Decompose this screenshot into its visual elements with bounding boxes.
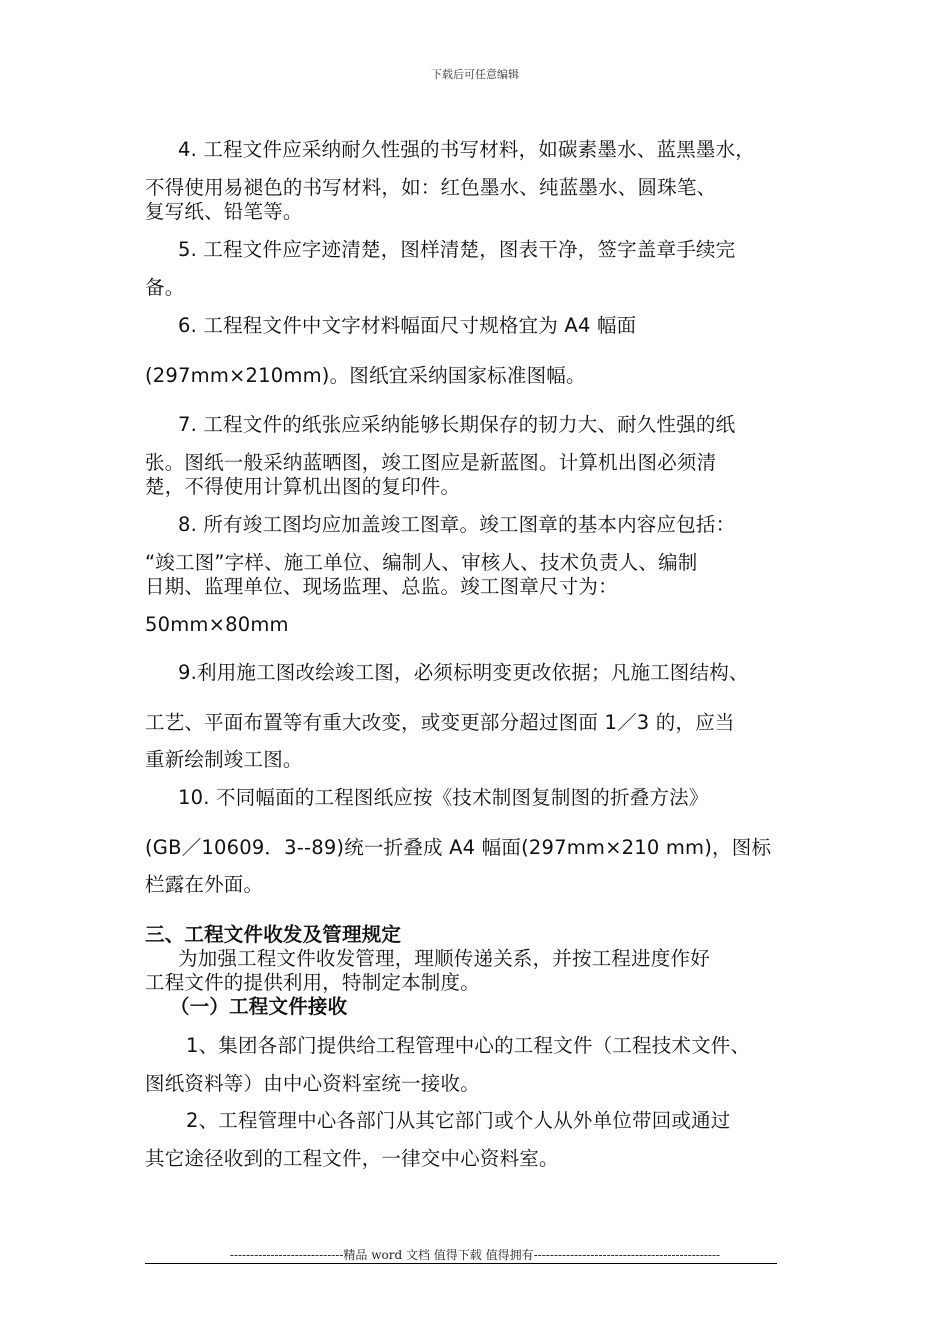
para-8-line-3: 日期、监理单位、现场监理、总监。竣工图章尺寸为： (145, 575, 618, 598)
para-8-line-1: 8. 所有竣工图均应加盖竣工图章。竣工图章的基本内容应包括： (178, 513, 736, 536)
item-2-line-2: 其它途径收到的工程文件，一律交中心资料室。 (145, 1147, 559, 1170)
para-10-line-1: 10. 不同幅面的工程图纸应按《技术制图复制图的折叠方法》 (178, 786, 709, 809)
para-4-line-2: 不得使用易褪色的书写材料，如：红色墨水、纯蓝墨水、圆珠笔、 (145, 176, 717, 199)
section-intro-line-2: 工程文件的提供利用，特制定本制度。 (145, 971, 480, 994)
para-5-line-1: 5. 工程文件应字迹清楚，图样清楚，图表干净，签字盖章手续完 (178, 238, 736, 261)
item-1-line-2: 图纸资料等）由中心资料室统一接收。 (145, 1072, 480, 1095)
item-2-line-1: 2、工程管理中心各部门从其它部门或个人从外单位带回或通过 (186, 1109, 731, 1132)
para-9-line-1: 9.利用施工图改绘竣工图，必须标明变更改依据；凡施工图结构、 (178, 661, 749, 684)
para-7-line-1: 7. 工程文件的纸张应采纳能够长期保存的韧力大、耐久性强的纸 (178, 413, 736, 436)
page-footer: ----------------------------精品 word 文档 值得下载 值得拥有---------------------------------------------- (229, 1248, 721, 1262)
para-8-line-4: 50mm×80mm (145, 613, 289, 636)
section-heading-3: 三、工程文件收发及管理规定 (145, 923, 402, 946)
subsection-heading-1: （一）工程文件接收 (170, 995, 348, 1018)
para-10-line-2: (GB／10609．3--89)统一折叠成 A4 幅面(297mm×210 mm)，图标 (145, 836, 772, 859)
para-9-line-3: 重新绘制竣工图。 (145, 748, 303, 771)
para-6-line-2: (297mm×210mm)。图纸宜采纳国家标准图幅。 (145, 364, 586, 387)
para-7-line-2: 张。图纸一般采纳蓝晒图，竣工图应是新蓝图。计算机出图必须清 (145, 451, 717, 474)
para-5-line-2: 备。 (145, 276, 185, 299)
para-7-line-3: 楚，不得使用计算机出图的复印件。 (145, 475, 461, 498)
para-10-line-3: 栏露在外面。 (145, 873, 264, 896)
item-1-line-1: 1、集团各部门提供给工程管理中心的工程文件（工程技术文件、 (186, 1034, 751, 1057)
footer-rule (145, 1263, 777, 1264)
para-4-line-1: 4. 工程文件应采纳耐久性强的书写材料，如碳素墨水、蓝黑墨水， (178, 138, 756, 161)
section-intro-line-1: 为加强工程文件收发管理，理顺传递关系，并按工程进度作好 (178, 947, 710, 970)
para-4-line-3: 复写纸、铅笔等。 (145, 200, 303, 223)
para-9-line-2: 工艺、平面布置等有重大改变，或变更部分超过图面 1／3 的，应当 (145, 711, 735, 734)
para-8-line-2: “竣工图”字样、施工单位、编制人、审核人、技术负责人、编制 (145, 551, 698, 574)
para-6-line-1: 6. 工程程文件中文字材料幅面尺寸规格宜为 A4 幅面 (178, 314, 637, 337)
page-header: 下载后可任意编辑 (431, 68, 519, 81)
